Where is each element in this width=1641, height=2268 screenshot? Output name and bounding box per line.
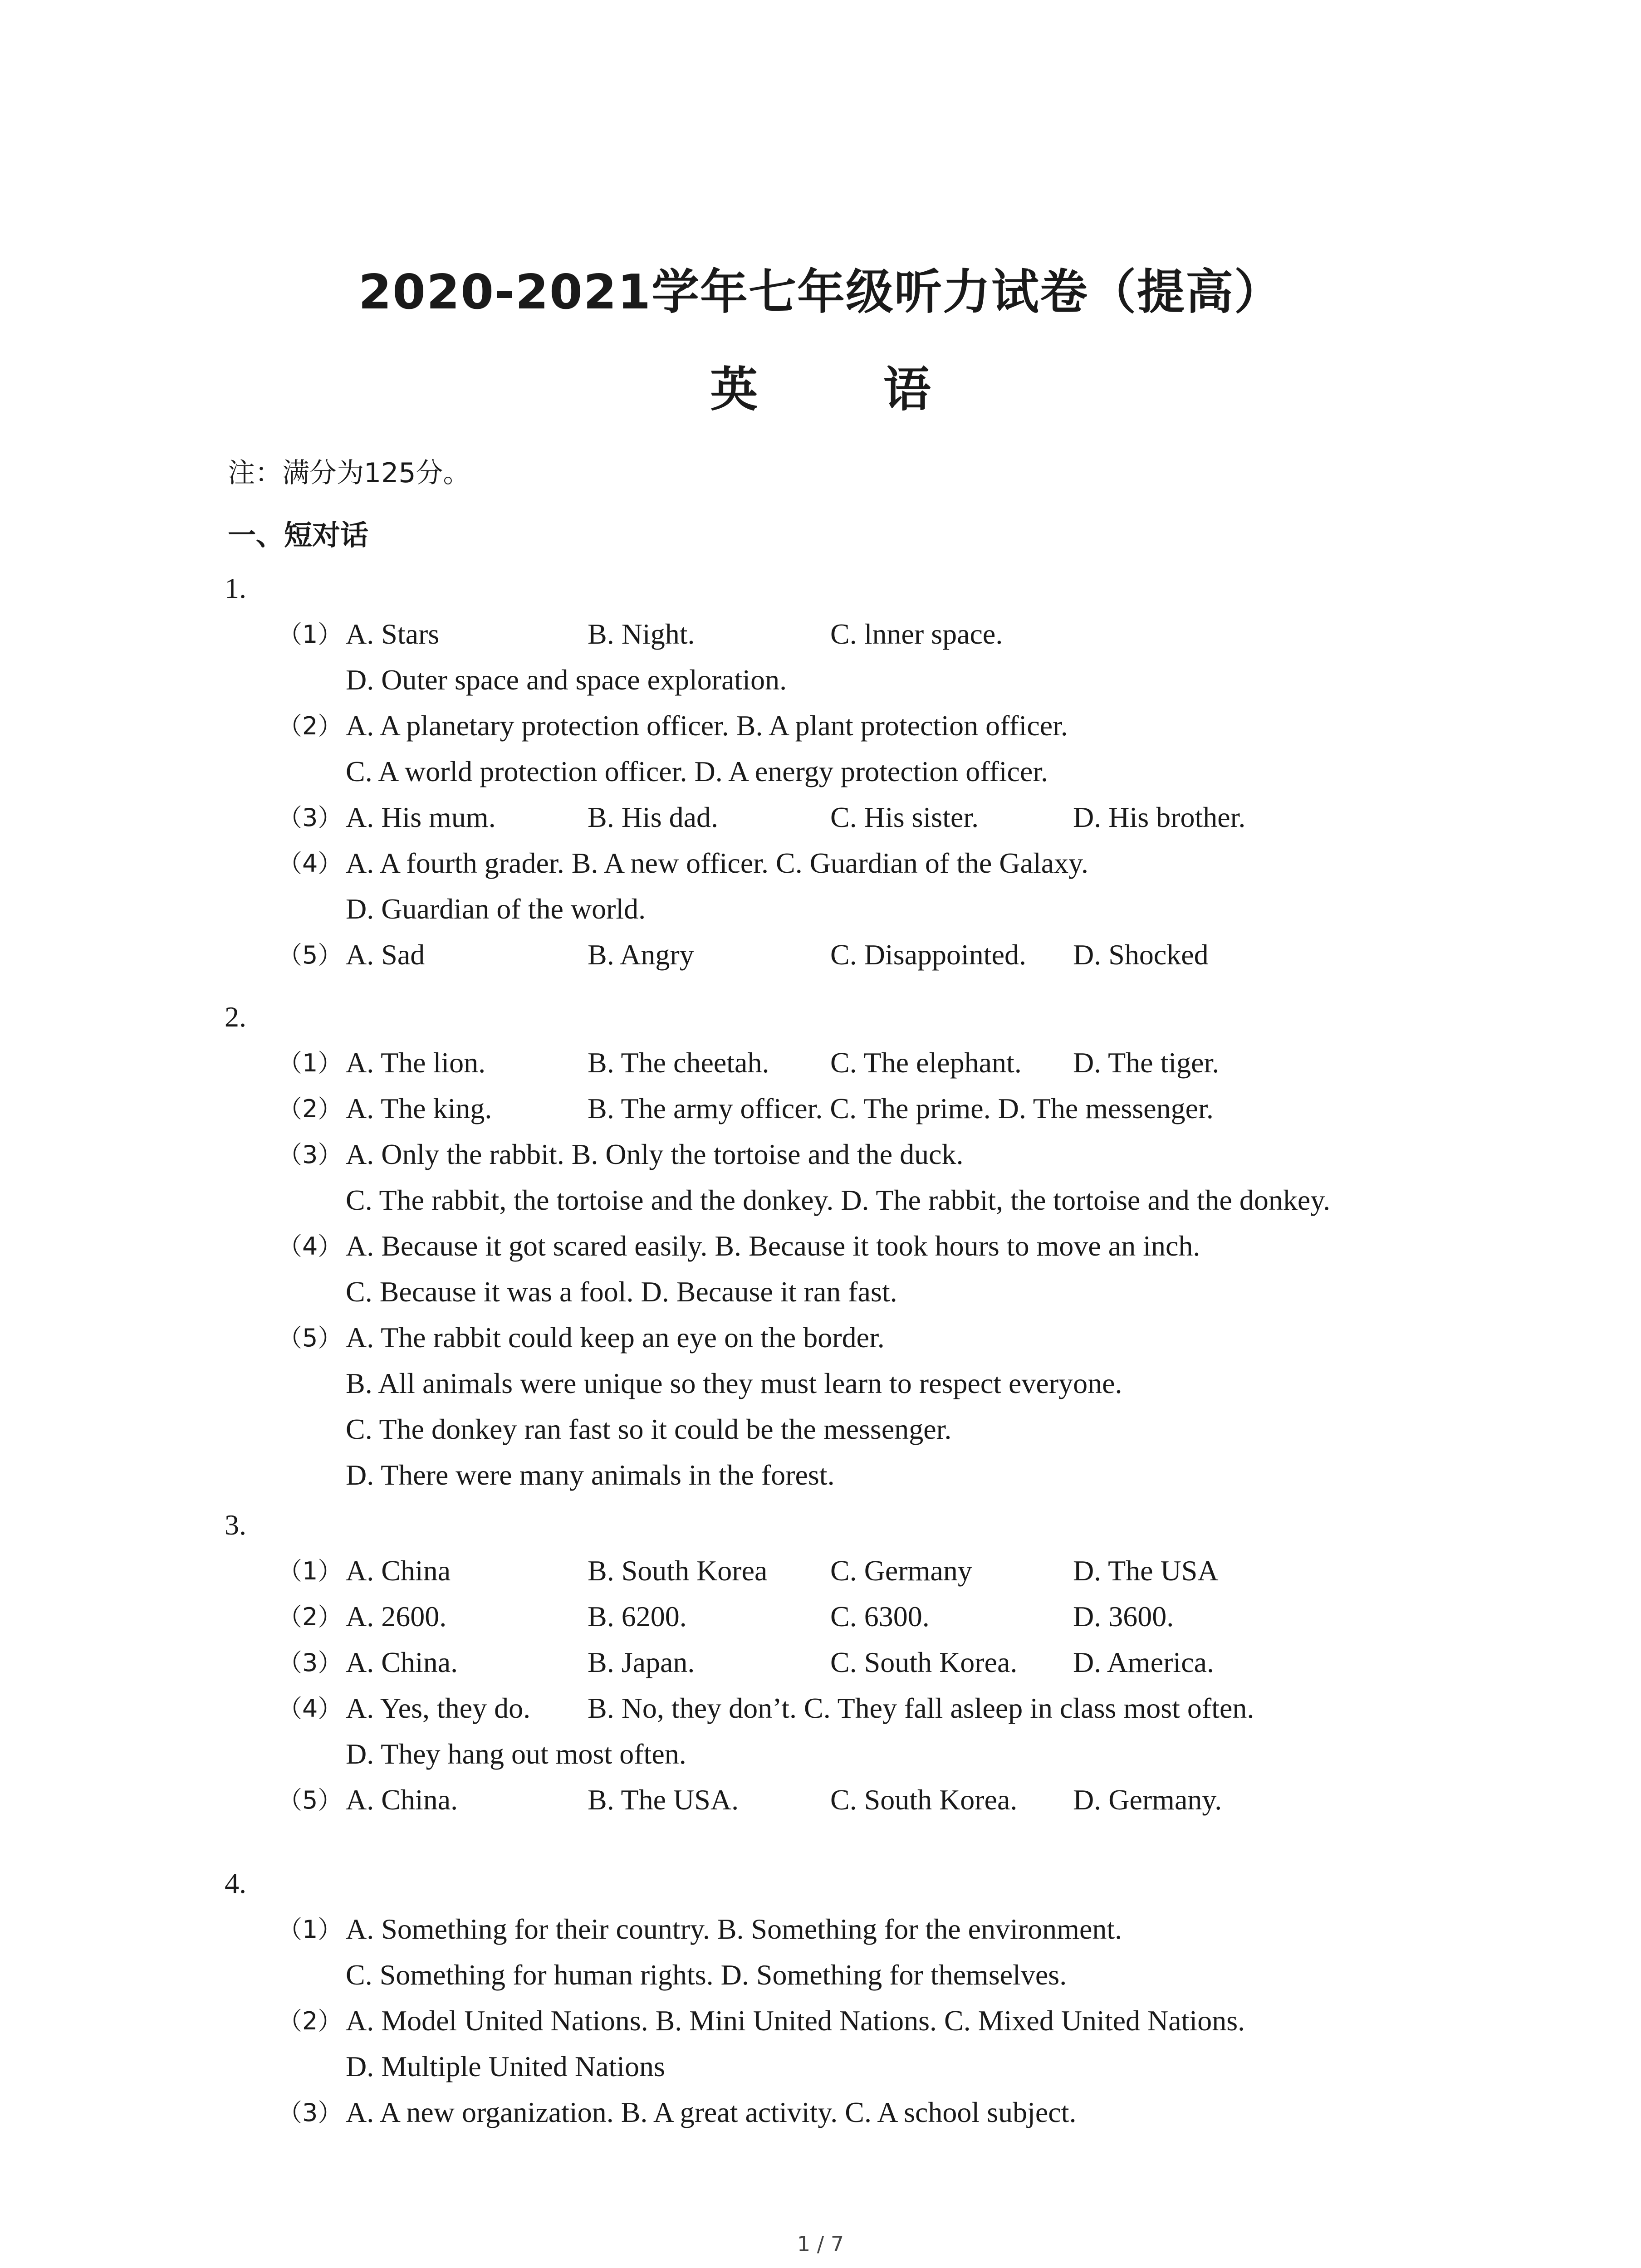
answer-option: A. A fourth grader. B. A new officer. C. Guardian of the Galaxy. <box>346 847 1088 879</box>
answer-option: C. The rabbit, the tortoise and the donkey. D. The rabbit, the tortoise and the donkey. <box>346 1184 1331 1216</box>
subject-title: 英 语 <box>710 362 985 417</box>
answer-option: B. South Korea <box>588 1554 768 1587</box>
answer-option: C. A world protection officer. D. A energy protection officer. <box>346 755 1048 787</box>
answer-option: A. A planetary protection officer. B. A plant protection officer. <box>346 709 1068 742</box>
sub-question-label: （3） <box>278 2098 343 2127</box>
answer-option: A. The king. <box>346 1092 492 1124</box>
answer-option: B. The USA. <box>588 1784 739 1816</box>
question-number: 3. <box>225 1509 246 1541</box>
answer-option: D. Shocked <box>1073 938 1209 971</box>
answer-option: A. Stars <box>346 618 440 650</box>
sub-question-label: （5） <box>278 1324 343 1352</box>
score-note: 注：满分为125分。 <box>228 457 470 489</box>
answer-option: D. There were many animals in the forest. <box>346 1459 835 1491</box>
answer-option: A. His mum. <box>346 801 496 833</box>
answer-option: B. Angry <box>588 938 694 971</box>
answer-option: B. His dad. <box>588 801 718 833</box>
answer-option: D. Multiple United Nations <box>346 2050 665 2082</box>
sub-question-label: （4） <box>278 849 343 878</box>
sub-question-label: （2） <box>278 2007 343 2035</box>
sub-question-label: （2） <box>278 712 343 740</box>
question-number: 2. <box>225 1001 246 1033</box>
page-number: 1 / 7 <box>797 2232 844 2256</box>
answer-option: C. Something for human rights. D. Something for themselves. <box>346 1959 1067 1991</box>
sub-question-label: （5） <box>278 1786 343 1814</box>
answer-option: B. Night. <box>588 618 695 650</box>
answer-option: C. Because it was a fool. D. Because it ran fast. <box>346 1276 897 1308</box>
answer-option: A. Only the rabbit. B. Only the tortoise and the duck. <box>346 1138 964 1170</box>
answer-option: C. Disappointed. <box>830 938 1026 971</box>
answer-option: D. They hang out most often. <box>346 1738 686 1770</box>
answer-option: B. The army officer. C. The prime. D. The messenger. <box>588 1092 1214 1124</box>
sub-question-label: （4） <box>278 1232 343 1261</box>
answer-option: D. Germany. <box>1073 1784 1222 1816</box>
answer-option: A. Yes, they do. <box>346 1692 531 1724</box>
sub-question-label: （5） <box>278 941 343 969</box>
answer-option: C. 6300. <box>830 1600 930 1633</box>
answer-option: A. Something for their country. B. Something for the environment. <box>346 1913 1122 1945</box>
answer-option: C. lnner space. <box>830 618 1003 650</box>
answer-option: D. 3600. <box>1073 1600 1174 1633</box>
exam-title: 2020-2021学年七年级听力试卷（提高） <box>358 264 1283 320</box>
question-number: 1. <box>225 572 246 604</box>
sub-question-label: （1） <box>278 620 343 649</box>
answer-option: B. The cheetah. <box>588 1046 769 1079</box>
answer-option: C. The elephant. <box>830 1046 1022 1079</box>
sub-question-label: （2） <box>278 1095 343 1123</box>
answer-option: C. Germany <box>830 1554 972 1587</box>
sub-question-label: （1） <box>278 1915 343 1944</box>
answer-option: C. The donkey ran fast so it could be the messenger. <box>346 1413 952 1445</box>
answer-option: B. All animals were unique so they must learn to respect everyone. <box>346 1367 1122 1399</box>
section-heading: 一、短对话 <box>228 518 369 552</box>
answer-option: D. His brother. <box>1073 801 1246 833</box>
sub-question-label: （2） <box>278 1603 343 1631</box>
answer-option: A. The rabbit could keep an eye on the border. <box>346 1321 885 1354</box>
sub-question-label: （3） <box>278 803 343 832</box>
answer-option: B. 6200. <box>588 1600 687 1633</box>
answer-option: A. 2600. <box>346 1600 447 1633</box>
answer-option: D. The USA <box>1073 1554 1219 1587</box>
sub-question-label: （1） <box>278 1049 343 1077</box>
answer-option: D. Guardian of the world. <box>346 893 646 925</box>
answer-option: A. A new organization. B. A great activity. C. A school subject. <box>346 2096 1077 2128</box>
sub-question-label: （3） <box>278 1140 343 1169</box>
sub-question-label: （4） <box>278 1694 343 1723</box>
answer-option: A. Sad <box>346 938 425 971</box>
question-number: 4. <box>225 1867 246 1899</box>
answer-option: A. China. <box>346 1784 458 1816</box>
sub-question-label: （1） <box>278 1557 343 1585</box>
answer-option: A. China <box>346 1554 451 1587</box>
answer-option: C. His sister. <box>830 801 979 833</box>
answer-option: D. Outer space and space exploration. <box>346 664 787 696</box>
answer-option: D. The tiger. <box>1073 1046 1220 1079</box>
answer-option: A. Because it got scared easily. B. Because it took hours to move an inch. <box>346 1230 1200 1262</box>
answer-option: B. Japan. <box>588 1646 695 1678</box>
answer-option: D. America. <box>1073 1646 1214 1678</box>
answer-option: A. Model United Nations. B. Mini United Nations. C. Mixed United Nations. <box>346 2004 1245 2037</box>
answer-option: C. South Korea. <box>830 1784 1018 1816</box>
sub-question-label: （3） <box>278 1648 343 1677</box>
answer-option: C. South Korea. <box>830 1646 1018 1678</box>
answer-option: A. China. <box>346 1646 458 1678</box>
answer-option: B. No, they don’t. C. They fall asleep in class most often. <box>588 1692 1254 1724</box>
answer-option: A. The lion. <box>346 1046 486 1079</box>
